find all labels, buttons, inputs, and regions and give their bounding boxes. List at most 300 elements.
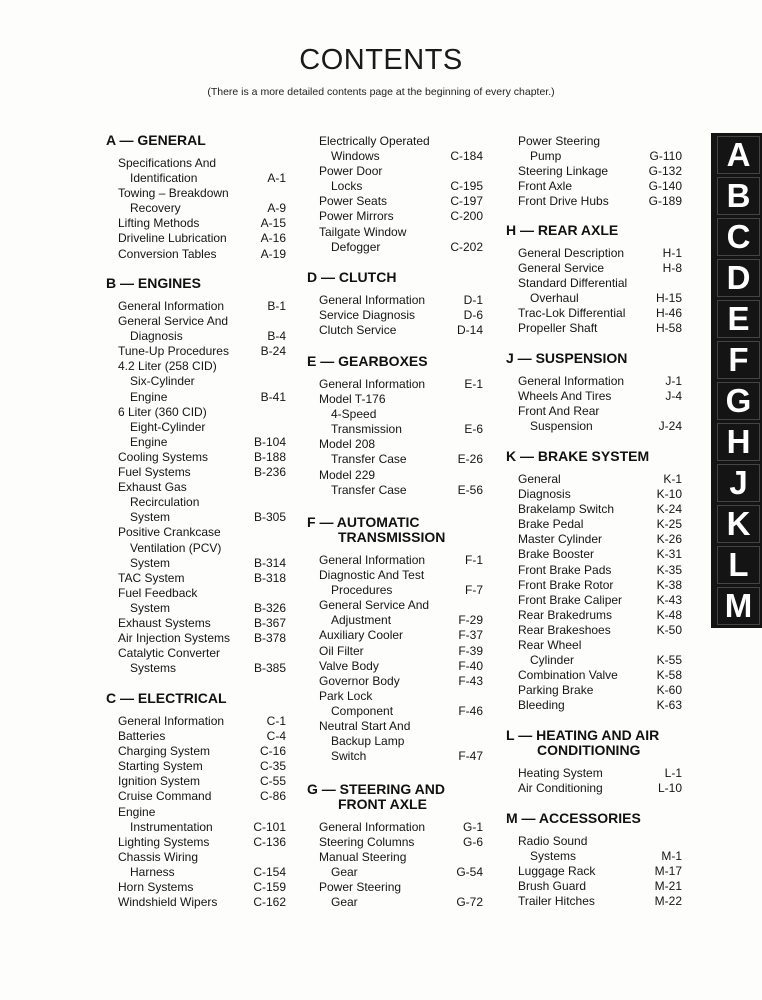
toc-entry-page: B-314 xyxy=(253,555,286,570)
toc-entry[interactable] xyxy=(506,563,686,578)
toc-entry-page: E-56 xyxy=(457,482,483,497)
section-suspension xyxy=(506,351,686,434)
toc-entry-label: Valve Body xyxy=(319,658,379,673)
toc-entry[interactable] xyxy=(307,209,487,224)
toc-entry-page: K-24 xyxy=(656,502,682,517)
toc-entry[interactable] xyxy=(506,698,686,713)
section-heading xyxy=(506,223,686,238)
toc-entry-page: F-47 xyxy=(458,749,483,764)
toc-entry[interactable] xyxy=(106,586,290,616)
toc-entry[interactable] xyxy=(506,623,686,638)
toc-entry-label: Diagnosis xyxy=(130,329,183,344)
toc-entry-label: Transfer Case xyxy=(331,452,407,467)
chapter-tab-a[interactable]: A xyxy=(717,136,760,174)
toc-entry-label: Parking Brake xyxy=(518,683,594,698)
toc-entry[interactable] xyxy=(307,880,487,910)
toc-entry-label: Combination Valve xyxy=(518,668,618,683)
toc-entry[interactable] xyxy=(307,293,487,308)
toc-entry-page: K-38 xyxy=(656,577,682,592)
toc-entry[interactable] xyxy=(106,744,290,759)
section-heading-line: TRANSMISSION xyxy=(338,529,446,545)
toc-entry[interactable] xyxy=(506,179,686,194)
toc-entry-label: Power Mirrors xyxy=(319,209,394,224)
toc-entry-page: B-24 xyxy=(260,344,286,359)
toc-entry-label: Adjustment xyxy=(331,613,392,628)
toc-entry-page: M-17 xyxy=(654,864,682,879)
toc-entry[interactable] xyxy=(106,571,290,586)
toc-entry[interactable] xyxy=(506,517,686,532)
toc-entry-page: K-50 xyxy=(656,622,682,637)
toc-entry[interactable] xyxy=(106,156,290,186)
toc-entry-page: E-6 xyxy=(464,422,483,437)
toc-entry[interactable] xyxy=(307,377,487,392)
toc-entry[interactable] xyxy=(106,616,290,631)
toc-entry-label: General Service And xyxy=(319,598,430,613)
toc-entry-label: Front Brake Caliper xyxy=(518,592,623,607)
toc-entry-page: G-132 xyxy=(648,164,682,179)
toc-entry-label: Propeller Shaft xyxy=(518,321,598,336)
toc-entry-label: General Description xyxy=(518,246,625,260)
toc-entry-label: Front Drive Hubs xyxy=(518,194,609,209)
toc-entry-label: Starting System xyxy=(118,759,203,774)
toc-entry-label: Eight-Cylinder xyxy=(130,419,206,434)
toc-entry[interactable] xyxy=(307,644,487,659)
toc-entry-label: Clutch Service xyxy=(319,323,397,338)
toc-entry-page: H-1 xyxy=(662,246,682,260)
toc-entry-page: M-21 xyxy=(654,879,682,894)
toc-entry-label: Cooling Systems xyxy=(118,449,209,464)
toc-entry-label: General Service xyxy=(518,261,605,276)
toc-entry-page: C-35 xyxy=(259,759,286,774)
toc-entry[interactable] xyxy=(307,134,487,164)
toc-entry-page: C-184 xyxy=(450,149,483,164)
toc-entry[interactable] xyxy=(106,314,290,344)
toc-entry-page: J-24 xyxy=(658,419,682,434)
toc-entry-page: G-110 xyxy=(649,149,682,164)
toc-entry[interactable] xyxy=(307,437,487,467)
toc-entry-label: System xyxy=(130,600,171,615)
toc-entry-label: Engine xyxy=(130,389,168,404)
toc-entry[interactable] xyxy=(506,502,686,517)
toc-entry-label: Steering Linkage xyxy=(518,164,609,179)
toc-entry[interactable] xyxy=(506,321,686,336)
toc-entry[interactable] xyxy=(506,608,686,623)
toc-entry-page: B-41 xyxy=(260,389,286,404)
toc-entry-label: Windshield Wipers xyxy=(118,895,218,910)
toc-entry[interactable] xyxy=(106,774,290,789)
toc-entry-page: F-43 xyxy=(458,673,483,688)
toc-entry-page: J-4 xyxy=(665,389,682,404)
toc-entry-label: Rear Brakedrums xyxy=(518,607,613,622)
toc-entry-label: Air Injection Systems xyxy=(118,631,231,646)
section-gearboxes xyxy=(307,354,487,498)
section-heading xyxy=(506,728,686,758)
toc-entry[interactable] xyxy=(106,895,290,910)
toc-entry[interactable] xyxy=(506,261,686,276)
toc-entry-label: Manual Steering xyxy=(319,850,407,865)
toc-entry-label: Driveline Lubrication xyxy=(118,231,227,246)
toc-entry-page: K-63 xyxy=(656,698,682,713)
section-heading-line: H — REAR AXLE xyxy=(506,222,619,238)
toc-entry-page: C-1 xyxy=(266,714,286,728)
toc-entry-label: Engine xyxy=(130,434,168,449)
toc-entry-page: M-1 xyxy=(661,849,682,864)
toc-entry-label: Air Conditioning xyxy=(518,781,603,796)
toc-entry[interactable] xyxy=(106,359,290,404)
section-heading-line: K — BRAKE SYSTEM xyxy=(506,448,650,464)
toc-entry-page: M-22 xyxy=(654,894,682,909)
toc-entry-page: B-305 xyxy=(253,510,286,525)
toc-entry[interactable] xyxy=(106,480,290,525)
toc-entry-page: B-1 xyxy=(267,299,286,313)
section-engines xyxy=(106,276,290,676)
toc-entry-label: 4-Speed xyxy=(331,407,377,422)
toc-entry-label: Bleeding xyxy=(518,698,565,713)
toc-entry-label: Brush Guard xyxy=(518,879,587,894)
toc-entry-label: Front Brake Rotor xyxy=(518,577,614,592)
toc-entry-page: K-26 xyxy=(656,532,682,547)
toc-entry[interactable] xyxy=(106,789,290,804)
toc-entry[interactable] xyxy=(307,659,487,674)
toc-entry[interactable] xyxy=(506,766,686,781)
toc-entry-label: General Information xyxy=(319,293,426,307)
toc-entry-page: K-43 xyxy=(656,592,682,607)
toc-entry[interactable] xyxy=(307,323,487,338)
toc-entry-page: K-60 xyxy=(656,683,682,698)
section-heading xyxy=(106,691,290,706)
toc-entry-page: F-46 xyxy=(458,703,483,718)
chapter-tab-e[interactable]: E xyxy=(717,300,760,338)
section-electrical-cont xyxy=(307,134,487,255)
toc-entry-page: H-46 xyxy=(655,306,682,321)
toc-entry[interactable] xyxy=(506,374,686,389)
toc-entry-label: Radio Sound xyxy=(518,834,588,848)
toc-entry-page: C-16 xyxy=(259,744,286,759)
toc-entry-label: Lighting Systems xyxy=(118,834,210,849)
toc-entry-label: Charging System xyxy=(118,744,211,759)
toc-entry-label: Power Steering xyxy=(518,134,601,148)
toc-entry-page: C-202 xyxy=(450,239,483,254)
toc-entry-label: Tailgate Window xyxy=(319,224,407,239)
toc-entry-page: B-236 xyxy=(253,465,286,480)
toc-entry-label: Diagnostic And Test xyxy=(319,568,425,583)
toc-entry-label: Batteries xyxy=(118,729,166,744)
toc-entry-page: K-55 xyxy=(656,653,682,668)
toc-entry-label: Model T-176 xyxy=(319,392,386,407)
chapter-tab-c[interactable]: C xyxy=(717,218,760,256)
toc-entry-page: K-48 xyxy=(656,607,682,622)
toc-entry-page: G-54 xyxy=(456,865,483,880)
toc-entry-label: Catalytic Converter xyxy=(118,646,221,661)
toc-entry[interactable] xyxy=(506,781,686,796)
toc-entry-page: G-72 xyxy=(456,895,483,910)
toc-entry-label: Identification xyxy=(130,171,198,186)
section-heading-line: F — AUTOMATIC xyxy=(307,514,420,530)
toc-entry-label: Standard Differential xyxy=(518,276,628,291)
toc-entry-page: B-367 xyxy=(253,615,286,630)
toc-entry-label: General Information xyxy=(319,377,426,391)
toc-entry-label: Conversion Tables xyxy=(118,246,217,261)
toc-entry[interactable] xyxy=(106,759,290,774)
toc-entry-page: G-6 xyxy=(462,835,483,850)
toc-entry[interactable] xyxy=(307,689,487,719)
toc-entry[interactable] xyxy=(307,194,487,209)
toc-entry[interactable] xyxy=(307,835,487,850)
toc-entry[interactable] xyxy=(307,553,487,568)
section-heading xyxy=(307,515,487,545)
toc-entry-page: A-15 xyxy=(260,216,286,231)
toc-entry-label: 4.2 Liter (258 CID) xyxy=(118,359,217,374)
toc-entry[interactable] xyxy=(106,525,290,570)
toc-entry-label: Suspension xyxy=(530,419,593,434)
toc-entry[interactable] xyxy=(307,850,487,880)
toc-entry-label: Defogger xyxy=(331,239,381,254)
toc-entry[interactable] xyxy=(307,392,487,437)
toc-entry[interactable] xyxy=(307,164,487,194)
toc-entry-label: System xyxy=(130,555,171,570)
toc-entry-label: Windows xyxy=(331,149,380,164)
toc-entry-label: Cylinder xyxy=(530,653,575,668)
toc-entry[interactable] xyxy=(106,729,290,744)
toc-entry[interactable] xyxy=(506,194,686,209)
toc-entry[interactable] xyxy=(307,719,487,764)
toc-entry-page: B-318 xyxy=(253,570,286,585)
toc-entry[interactable] xyxy=(506,404,686,434)
toc-entry-label: Transmission xyxy=(331,422,402,437)
toc-entry[interactable] xyxy=(506,306,686,321)
section-heading xyxy=(106,276,290,291)
toc-entry-label: Gear xyxy=(331,865,358,880)
chapter-tab-b[interactable]: B xyxy=(717,177,760,215)
toc-entry-page: C-86 xyxy=(259,789,286,804)
section-heading-line: CONDITIONING xyxy=(537,742,641,758)
toc-entry-label: Power Seats xyxy=(319,194,388,209)
toc-entry-label: Pump xyxy=(530,149,562,164)
toc-entry-page: B-188 xyxy=(253,449,286,464)
toc-entry[interactable] xyxy=(106,450,290,465)
chapter-tabs xyxy=(711,133,762,628)
toc-entry-label: Governor Body xyxy=(319,673,400,688)
toc-entry[interactable] xyxy=(106,216,290,231)
toc-entry-page: K-58 xyxy=(656,668,682,683)
toc-entry[interactable] xyxy=(506,389,686,404)
toc-entry-label: Diagnosis xyxy=(518,487,571,502)
toc-entry-label: Cruise Command xyxy=(118,789,212,804)
toc-entry-label: Electrically Operated xyxy=(319,134,430,148)
toc-entry-label: Neutral Start And xyxy=(319,719,411,734)
toc-entry-page: C-197 xyxy=(450,194,483,209)
toc-entry[interactable] xyxy=(506,487,686,502)
toc-entry-page: B-104 xyxy=(253,434,286,449)
toc-entry[interactable] xyxy=(106,231,290,246)
toc-entry-page: L-1 xyxy=(664,766,682,780)
toc-entry[interactable] xyxy=(506,894,686,909)
toc-entry-label: Fuel Feedback xyxy=(118,585,198,600)
toc-entry-label: Transfer Case xyxy=(331,482,407,497)
toc-entry[interactable] xyxy=(506,879,686,894)
toc-entry-page: K-31 xyxy=(656,547,682,562)
toc-entry-page: C-55 xyxy=(259,774,286,789)
toc-entry-label: Component xyxy=(331,703,394,718)
toc-entry[interactable] xyxy=(106,880,290,895)
toc-entry-label: Recirculation xyxy=(130,495,200,510)
toc-entry[interactable] xyxy=(106,186,290,216)
section-heading-line: G — STEERING AND xyxy=(307,781,445,797)
section-heading xyxy=(506,449,686,464)
toc-entry[interactable] xyxy=(506,834,686,864)
toc-entry[interactable] xyxy=(307,628,487,643)
toc-entry-page: L-10 xyxy=(657,781,682,796)
toc-entry-label: Ventilation (PCV) xyxy=(130,540,222,555)
toc-entry-page: K-35 xyxy=(656,562,682,577)
toc-entry-page: K-25 xyxy=(656,517,682,532)
toc-entry-label: Chassis Wiring xyxy=(118,849,199,864)
toc-entry-label: TAC System xyxy=(118,570,185,585)
toc-entry[interactable] xyxy=(506,683,686,698)
toc-entry-label: Brake Booster xyxy=(518,547,595,562)
toc-entry-label: Fuel Systems xyxy=(118,465,191,480)
toc-entry-page: A-19 xyxy=(260,246,286,261)
section-heating-air xyxy=(506,728,686,796)
chapter-tab-m[interactable]: M xyxy=(717,587,760,625)
toc-entry-label: Overhaul xyxy=(530,291,579,306)
toc-entry-label: Engine xyxy=(118,804,156,819)
toc-entry-label: General Information xyxy=(118,714,225,728)
section-heading xyxy=(307,270,487,285)
toc-entry[interactable] xyxy=(506,246,686,261)
toc-entry-page: F-29 xyxy=(458,613,483,628)
toc-entry[interactable] xyxy=(106,835,290,850)
toc-entry[interactable] xyxy=(106,646,290,676)
toc-entry[interactable] xyxy=(506,668,686,683)
toc-entry-label: Trailer Hitches xyxy=(518,894,595,909)
toc-entry[interactable] xyxy=(506,864,686,879)
toc-entry-label: Model 229 xyxy=(319,467,376,482)
toc-entry[interactable] xyxy=(106,714,290,729)
section-brake-system xyxy=(506,449,686,714)
toc-entry[interactable] xyxy=(307,674,487,689)
toc-entry-label: Service Diagnosis xyxy=(319,308,416,323)
toc-entry-label: Front Axle xyxy=(518,179,573,194)
toc-entry-label: Wheels And Tires xyxy=(518,389,612,404)
toc-entry-label: Backup Lamp xyxy=(331,734,405,749)
toc-entry[interactable] xyxy=(307,225,487,255)
toc-entry[interactable] xyxy=(106,299,290,314)
toc-entry-page: C-154 xyxy=(253,864,286,879)
toc-entry-label: Exhaust Systems xyxy=(118,615,211,630)
toc-entry-page: J-1 xyxy=(665,374,682,388)
toc-entry-label: Procedures xyxy=(331,583,393,598)
toc-entry-label: Oil Filter xyxy=(319,643,364,658)
section-accessories xyxy=(506,811,686,909)
toc-entry-page: F-39 xyxy=(458,643,483,658)
toc-entry-label: Brake Pedal xyxy=(518,517,584,532)
toc-entry-label: Systems xyxy=(530,849,577,864)
toc-entry[interactable] xyxy=(506,532,686,547)
toc-entry-page: C-162 xyxy=(253,895,286,910)
toc-entry-label: Specifications And xyxy=(118,156,217,170)
toc-entry-label: Model 208 xyxy=(319,437,376,452)
toc-entry-label: Harness xyxy=(130,864,175,879)
section-heading xyxy=(307,782,487,812)
toc-entry-page: C-159 xyxy=(253,880,286,895)
toc-entry[interactable] xyxy=(506,593,686,608)
toc-entry[interactable] xyxy=(106,344,290,359)
toc-entry[interactable] xyxy=(506,164,686,179)
page-subtitle: (There is a more detailed contents page at the beginning of every chapter.) xyxy=(207,86,555,98)
toc-entry[interactable] xyxy=(307,568,487,598)
section-heading-line: E — GEARBOXES xyxy=(307,353,428,369)
section-steering-front-axle xyxy=(307,782,487,911)
chapter-tab-l[interactable]: L xyxy=(717,546,760,584)
toc-entry[interactable] xyxy=(106,247,290,262)
section-heading-line: B — ENGINES xyxy=(106,275,201,291)
toc-entry-label: System xyxy=(130,510,171,525)
toc-entry-page: H-15 xyxy=(655,291,682,306)
chapter-tab-k[interactable]: K xyxy=(717,505,760,543)
chapter-tab-h[interactable]: H xyxy=(717,423,760,461)
toc-entry-label: Switch xyxy=(331,749,367,764)
toc-entry-page: G-140 xyxy=(648,179,682,194)
toc-entry[interactable] xyxy=(307,598,487,628)
chapter-tab-j[interactable]: J xyxy=(717,464,760,502)
toc-entry-label: Systems xyxy=(130,661,177,676)
section-heading-line: L — HEATING AND AIR xyxy=(506,727,660,743)
toc-entry-label: Tune-Up Procedures xyxy=(118,344,229,359)
section-heading-line: C — ELECTRICAL xyxy=(106,690,227,706)
toc-entry[interactable] xyxy=(506,472,686,487)
toc-entry-label: Recovery xyxy=(130,201,181,216)
toc-entry-page: C-195 xyxy=(450,179,483,194)
toc-entry[interactable] xyxy=(106,631,290,646)
toc-entry[interactable] xyxy=(106,850,290,880)
toc-entry[interactable] xyxy=(506,638,686,668)
section-steering-cont xyxy=(506,134,686,209)
section-heading xyxy=(506,811,686,826)
section-automatic-transmission xyxy=(307,515,487,764)
toc-entry[interactable] xyxy=(106,465,290,480)
toc-entry[interactable] xyxy=(506,547,686,562)
toc-entry-page: C-101 xyxy=(253,819,286,834)
toc-entry[interactable] xyxy=(307,468,487,498)
toc-entry[interactable] xyxy=(307,308,487,323)
toc-entry-page: B-4 xyxy=(267,329,286,344)
toc-entry[interactable] xyxy=(506,276,686,306)
toc-entry[interactable] xyxy=(506,134,686,164)
toc-entry-label: Towing – Breakdown xyxy=(118,186,229,201)
chapter-tab-d[interactable]: D xyxy=(717,259,760,297)
section-heading-line: D — CLUTCH xyxy=(307,269,397,285)
toc-entry-label: Park Lock xyxy=(319,688,373,703)
toc-entry[interactable] xyxy=(506,578,686,593)
toc-entry-label: Heating System xyxy=(518,766,603,780)
toc-entry-page: F-40 xyxy=(458,658,483,673)
toc-entry-label: General xyxy=(518,472,561,486)
toc-entry-label: Trac-Lok Differential xyxy=(518,306,626,321)
toc-entry-page: C-4 xyxy=(266,729,286,744)
section-clutch xyxy=(307,270,487,338)
toc-entry[interactable] xyxy=(307,820,487,835)
toc-entry-page: H-8 xyxy=(662,261,682,276)
section-heading-line: FRONT AXLE xyxy=(338,796,427,812)
toc-entry[interactable] xyxy=(106,805,290,835)
section-rear-axle xyxy=(506,223,686,337)
chapter-tab-f[interactable]: F xyxy=(717,341,760,379)
toc-entry-page: E-26 xyxy=(457,452,483,467)
toc-entry[interactable] xyxy=(106,405,290,450)
chapter-tab-g[interactable]: G xyxy=(717,382,760,420)
toc-entry-page: H-58 xyxy=(655,321,682,336)
